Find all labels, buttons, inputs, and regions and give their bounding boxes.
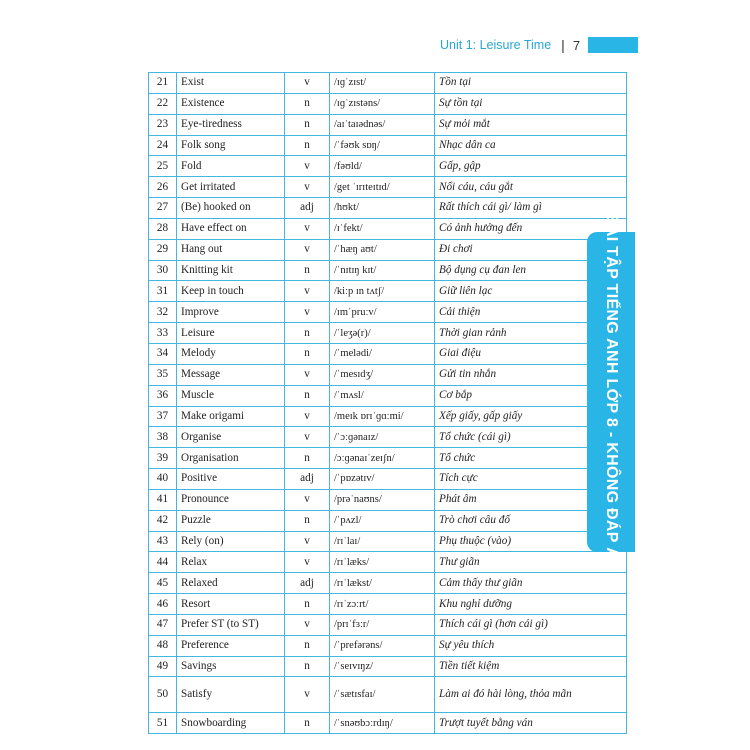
row-number: 45 [149,573,177,594]
pronunciation: /meɪk ɒrɪˈɡɑːmi/ [330,406,435,427]
word-type: v [285,406,330,427]
pronunciation: /ɪˈfekt/ [330,218,435,239]
table-row [149,302,627,323]
table-row [149,573,627,594]
vocab-word: Pronounce [177,489,285,510]
meaning: Cải thiện [435,302,627,323]
vocab-word: Satisfy [177,677,285,713]
vocab-word: Savings [177,656,285,677]
vocab-word: Have effect on [177,218,285,239]
vocab-word: Relax [177,552,285,573]
table-row [149,552,627,573]
meaning: Sự yêu thích [435,635,627,656]
pronunciation: /fəʊld/ [330,156,435,177]
vocab-word: Get irritated [177,177,285,198]
row-number: 50 [149,677,177,713]
meaning: Trượt tuyết bằng ván [435,713,627,734]
meaning: Nổi cáu, cáu gắt [435,177,627,198]
table-row [149,135,627,156]
row-number: 40 [149,469,177,490]
vocab-word: Improve [177,302,285,323]
row-number: 30 [149,260,177,281]
meaning: Cảm thấy thư giãn [435,573,627,594]
vocab-word: Make origami [177,406,285,427]
row-number: 39 [149,448,177,469]
vocab-word: Keep in touch [177,281,285,302]
pronunciation: /ɪɡˈzɪst/ [330,73,435,94]
row-number: 36 [149,385,177,406]
row-number: 22 [149,93,177,114]
pronunciation: /ˈseɪvɪŋz/ [330,656,435,677]
pronunciation: /ˈpʌzl/ [330,510,435,531]
word-type: v [285,531,330,552]
row-number: 26 [149,177,177,198]
word-type: n [285,656,330,677]
vocab-word: Resort [177,594,285,615]
table-row [149,73,627,94]
word-type: v [285,427,330,448]
vocab-word: Fold [177,156,285,177]
side-tab-label: BÀI TẬP TIẾNG ANH LỚP 8 - KHÔNG ĐÁP ÁN [603,213,620,571]
vocab-word: Eye-tiredness [177,114,285,135]
row-number: 41 [149,489,177,510]
table-row [149,177,627,198]
table-row [149,239,627,260]
unit-title: Unit 1: Leisure Time [440,38,552,52]
vocab-word: Organise [177,427,285,448]
meaning: Trò chơi câu đố [435,510,627,531]
word-type: v [285,177,330,198]
vocabulary-table-body [149,73,627,734]
table-row [149,510,627,531]
word-type: v [285,552,330,573]
pronunciation: /hʊkt/ [330,198,435,219]
meaning: Xếp giấy, gấp giấy [435,406,627,427]
table-row [149,218,627,239]
meaning: Tồn tại [435,73,627,94]
table-row [149,427,627,448]
pronunciation: /rɪˈzɔːrt/ [330,594,435,615]
pronunciation: /kiːp ɪn tʌtʃ/ [330,281,435,302]
word-type: v [285,239,330,260]
word-type: v [285,156,330,177]
meaning: Sự tồn tại [435,93,627,114]
word-type: v [285,364,330,385]
row-number: 49 [149,656,177,677]
pronunciation: /ˈmelədi/ [330,343,435,364]
pronunciation: /ˈpɒzətɪv/ [330,469,435,490]
meaning: Tổ chức [435,448,627,469]
pronunciation: /ˈhæŋ aʊt/ [330,239,435,260]
vocab-word: Hang out [177,239,285,260]
row-number: 46 [149,594,177,615]
word-type: n [285,114,330,135]
table-row [149,469,627,490]
vocab-word: Exist [177,73,285,94]
table-row [149,114,627,135]
row-number: 34 [149,343,177,364]
meaning: Phát âm [435,489,627,510]
meaning: Tiền tiết kiệm [435,656,627,677]
row-number: 24 [149,135,177,156]
vocab-word: Rely (on) [177,531,285,552]
table-row [149,594,627,615]
meaning: Gửi tin nhắn [435,364,627,385]
word-type: n [285,93,330,114]
pronunciation: /ˈfəʊk sɒŋ/ [330,135,435,156]
row-number: 29 [149,239,177,260]
pronunciation: /ˈprefərəns/ [330,635,435,656]
pronunciation: /ˈmesɪdʒ/ [330,364,435,385]
word-type: n [285,385,330,406]
row-number: 33 [149,323,177,344]
meaning: Có ảnh hưởng đến [435,218,627,239]
header-separator: | [561,37,565,53]
table-row [149,385,627,406]
row-number: 38 [149,427,177,448]
row-number: 44 [149,552,177,573]
meaning: Thư giãn [435,552,627,573]
row-number: 37 [149,406,177,427]
vocab-word: Snowboarding [177,713,285,734]
word-type: n [285,635,330,656]
row-number: 27 [149,198,177,219]
pronunciation: /ɪɡˈzɪstəns/ [330,93,435,114]
row-number: 48 [149,635,177,656]
table-row [149,677,627,713]
word-type: n [285,713,330,734]
vocab-word: Melody [177,343,285,364]
meaning: Đi chơi [435,239,627,260]
word-type: v [285,73,330,94]
vocab-word: Existence [177,93,285,114]
vocab-word: Relaxed [177,573,285,594]
meaning: Khu nghỉ dưỡng [435,594,627,615]
page-number: 7 [572,37,581,53]
vocab-word: Muscle [177,385,285,406]
word-type: v [285,218,330,239]
word-type: adj [285,469,330,490]
row-number: 25 [149,156,177,177]
pronunciation: /ɔːɡənaɪˈzeɪʃn/ [330,448,435,469]
word-type: n [285,594,330,615]
table-row [149,156,627,177]
word-type: n [285,448,330,469]
table-row [149,614,627,635]
meaning: Rất thích cái gì/ làm gì [435,198,627,219]
word-type: n [285,135,330,156]
row-number: 47 [149,614,177,635]
word-type: v [285,302,330,323]
meaning: Sự mỏi mắt [435,114,627,135]
meaning: Làm ai đó hài lòng, thỏa mãn [435,677,627,713]
table-row [149,656,627,677]
table-row [149,448,627,469]
table-row [149,713,627,734]
meaning: Gấp, gập [435,156,627,177]
row-number: 43 [149,531,177,552]
table-row [149,531,627,552]
word-type: adj [285,198,330,219]
table-row [149,364,627,385]
row-number: 28 [149,218,177,239]
table-row [149,489,627,510]
vocab-word: Leisure [177,323,285,344]
table-row [149,635,627,656]
meaning: Giai điệu [435,343,627,364]
meaning: Nhạc dân ca [435,135,627,156]
word-type: n [285,343,330,364]
row-number: 31 [149,281,177,302]
vocab-word: Puzzle [177,510,285,531]
header-accent-bar [588,37,638,53]
pronunciation: /rɪˈlaɪ/ [330,531,435,552]
meaning: Tích cực [435,469,627,490]
table-row [149,406,627,427]
side-tab [587,213,635,571]
pronunciation: /aɪˈtaɪədnəs/ [330,114,435,135]
pronunciation: /get ˈɪrɪteɪtɪd/ [330,177,435,198]
vocab-word: Preference [177,635,285,656]
meaning: Thích cái gì (hơn cái gì) [435,614,627,635]
meaning: Tổ chức (cái gì) [435,427,627,448]
vocab-word: (Be) hooked on [177,198,285,219]
pronunciation: /ɪmˈpruːv/ [330,302,435,323]
row-number: 42 [149,510,177,531]
pronunciation: /ˈsnəʊbɔːrdɪŋ/ [330,713,435,734]
vocab-word: Prefer ST (to ST) [177,614,285,635]
pronunciation: /rɪˈlæks/ [330,552,435,573]
meaning: Thời gian rảnh [435,323,627,344]
pronunciation: /ˈleʒə(r)/ [330,323,435,344]
table-row [149,93,627,114]
pronunciation: /rɪˈlækst/ [330,573,435,594]
pronunciation: /prɪˈfɜːr/ [330,614,435,635]
word-type: adj [285,573,330,594]
row-number: 35 [149,364,177,385]
table-row [149,343,627,364]
vocab-word: Knitting kit [177,260,285,281]
word-type: v [285,489,330,510]
meaning: Phụ thuộc (vào) [435,531,627,552]
pronunciation: /ˈmʌsl/ [330,385,435,406]
row-number: 21 [149,73,177,94]
table-row [149,198,627,219]
row-number: 32 [149,302,177,323]
meaning: Bộ dụng cụ đan len [435,260,627,281]
table-row [149,281,627,302]
word-type: v [285,677,330,713]
vocabulary-table [148,72,627,734]
meaning: Cơ bắp [435,385,627,406]
pronunciation: /ˈɔːɡənaɪz/ [330,427,435,448]
pronunciation: /prəˈnaʊns/ [330,489,435,510]
row-number: 23 [149,114,177,135]
meaning: Giữ liên lạc [435,281,627,302]
pronunciation: /ˈnɪtɪŋ kɪt/ [330,260,435,281]
vocab-word: Positive [177,469,285,490]
vocab-word: Organisation [177,448,285,469]
pronunciation: /ˈsætɪsfaɪ/ [330,677,435,713]
word-type: n [285,260,330,281]
word-type: n [285,510,330,531]
word-type: v [285,614,330,635]
row-number: 51 [149,713,177,734]
vocab-word: Folk song [177,135,285,156]
word-type: v [285,281,330,302]
table-row [149,323,627,344]
page-header [440,35,638,55]
table-row [149,260,627,281]
vocab-word: Message [177,364,285,385]
word-type: n [285,323,330,344]
